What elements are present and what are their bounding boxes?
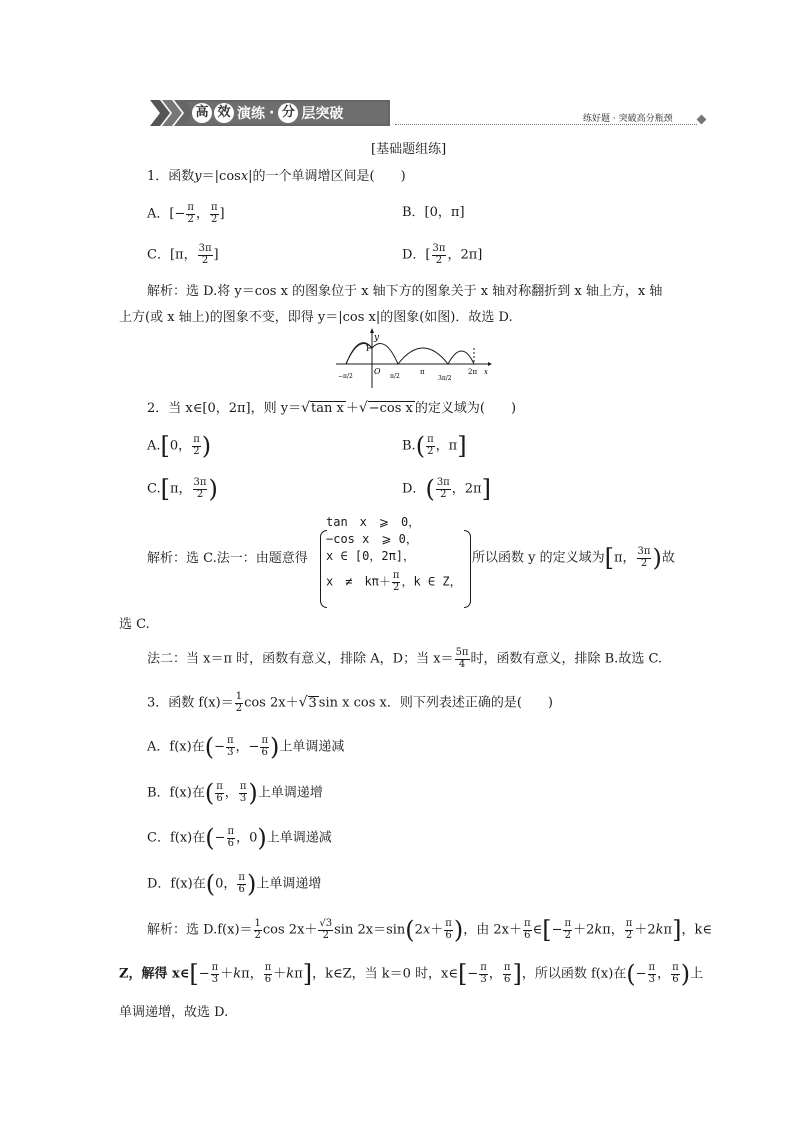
q1-option-c[interactable] xyxy=(147,244,219,266)
analysis-text: 时，函数有意义，排除 B.故选 C. xyxy=(470,651,663,667)
frac-num: 3π xyxy=(198,243,212,254)
frac-num: π xyxy=(239,781,247,792)
section-title: [基础题组练] xyxy=(371,142,447,157)
frac-num: π xyxy=(187,202,194,213)
frac-den: 6 xyxy=(238,883,245,895)
radicand: −cos x xyxy=(368,401,413,416)
q2-stem-text: ＋ xyxy=(345,401,359,416)
frac-den: 2 xyxy=(193,445,200,457)
fraction: $\frac{\pi}{6}$ xyxy=(503,962,511,985)
bracket: [ xyxy=(160,432,170,460)
bracket: ( xyxy=(204,733,215,761)
bracket: [ xyxy=(604,544,614,572)
fraction xyxy=(455,648,470,670)
option-text: ，π xyxy=(435,438,458,454)
analysis-text: cos 2x＋ xyxy=(262,922,318,938)
sqrt-sign: √ xyxy=(358,400,368,416)
fraction: $\frac{\pi}{2}$ xyxy=(625,918,633,941)
bracket: ] xyxy=(672,916,682,944)
q2-option-d[interactable] xyxy=(402,477,491,501)
x-label: x xyxy=(484,368,488,376)
q1-option-a[interactable] xyxy=(147,203,225,225)
q2-stem-text: 的定义域为( ) xyxy=(414,401,517,416)
frac-den: 3 xyxy=(239,792,247,804)
analysis-text: ，由 2x＋ xyxy=(463,922,522,938)
option-text: ] xyxy=(219,206,225,222)
tick-label: π xyxy=(420,368,425,376)
fraction xyxy=(260,736,269,758)
banner-text: 层突破 xyxy=(301,106,344,122)
bracket: ) xyxy=(208,475,218,503)
option-text: 上单调递增 xyxy=(256,876,322,892)
q1-stem-text: 函数 xyxy=(168,169,195,184)
system-line: x ∈ [0，2π]， xyxy=(326,549,416,563)
option-text: D．f(x)在 xyxy=(147,876,206,892)
system-line xyxy=(326,571,462,593)
fraction xyxy=(227,827,236,849)
var: x xyxy=(240,169,249,184)
q2-number: 2． xyxy=(147,401,169,416)
bracket: ) xyxy=(248,779,258,807)
frac-num: π xyxy=(261,735,269,746)
q3-option-d[interactable]: D．f(x)在(0， $\frac{\pi}{6}$ )上单调递增 xyxy=(147,870,322,898)
bracket: ) xyxy=(257,824,267,852)
frac-den: 6 xyxy=(216,792,223,804)
header-dotted-line xyxy=(395,124,697,125)
section-banner xyxy=(150,98,395,128)
bracket: ] xyxy=(302,960,313,988)
fraction xyxy=(215,782,224,804)
option-text: B. xyxy=(402,438,416,454)
origin-label: O xyxy=(374,367,381,376)
frac-num: π xyxy=(216,781,223,792)
frac-num: 3π xyxy=(637,546,651,557)
frac-den: 2 xyxy=(435,254,443,266)
frac-den: 2 xyxy=(201,254,209,266)
bracket: ] xyxy=(481,475,491,503)
q1-option-d[interactable] xyxy=(402,244,482,266)
bracket: [ xyxy=(458,960,468,988)
fraction: $\frac{\pi}{6}$ xyxy=(445,918,452,941)
option-text: π， xyxy=(170,481,192,497)
bracket: [ xyxy=(189,960,199,988)
analysis-text: 解析：选 D.f(x)＝ xyxy=(147,922,253,938)
fraction xyxy=(436,478,451,500)
q2-analysis-wrap: 选 C. xyxy=(119,617,150,632)
banner-char-circle: 效 xyxy=(214,103,234,123)
fraction xyxy=(237,873,246,895)
banner-title xyxy=(192,102,343,124)
option-text: C．[π， xyxy=(147,247,197,263)
q1-number: 1． xyxy=(147,169,169,184)
frac-den: 3 xyxy=(227,746,234,758)
x-axis-arrow xyxy=(488,362,492,366)
bracket: ] xyxy=(457,432,467,460)
q2-analysis-pre: 解析：选 C.法一：由题意得 xyxy=(147,551,308,566)
system-line: tan x ⩾ 0， xyxy=(326,515,421,529)
analysis-text: ∈ xyxy=(532,922,543,938)
diamond-icon xyxy=(697,115,707,125)
q2-stem xyxy=(147,401,516,417)
fraction xyxy=(426,435,435,457)
bracket: ) xyxy=(453,916,464,944)
radicand: 3 xyxy=(308,695,317,711)
analysis-text: π， xyxy=(613,550,636,566)
q1-stem xyxy=(147,170,406,183)
abs-cos-graph xyxy=(332,328,492,390)
fraction: $\frac{\pi}{6}$ xyxy=(524,918,531,941)
fraction: $\frac{\pi}{3}$ xyxy=(211,962,219,985)
frac-num: π xyxy=(226,735,234,746)
q2-option-a[interactable] xyxy=(147,434,211,458)
option-text: 上单调递减 xyxy=(266,830,332,846)
fraction xyxy=(193,478,208,500)
fraction xyxy=(239,782,248,804)
fraction xyxy=(432,244,447,266)
fraction: $\frac{\pi}{6}$ xyxy=(672,962,679,985)
option-text: A．f(x)在 xyxy=(147,739,205,755)
var: y xyxy=(194,169,202,184)
tick-label: −π/2 xyxy=(338,373,353,380)
q1-analysis-line2: 上方(或 x 轴上)的图象不变，即得 y＝|cos x|的图象(如图)．故选 D. xyxy=(119,310,513,325)
sqrt-sign: √ xyxy=(301,400,310,416)
analysis-text: 上 xyxy=(690,966,704,982)
frac-den: 6 xyxy=(227,837,234,849)
q1-stem-text: |的一个单调增区间是( ) xyxy=(248,169,406,184)
fraction: $\frac{\pi}{3}$ xyxy=(648,962,656,985)
tick-label: 2π xyxy=(468,368,478,376)
q3-stem-text: sin x cos x．则下列表述正确的是( ) xyxy=(318,695,553,711)
banner-text: 演练 xyxy=(237,106,265,122)
option-text: ，2π] xyxy=(447,247,483,263)
option-text: 上单调递增 xyxy=(257,785,323,801)
frac-num: 5π xyxy=(455,647,469,658)
frac-den: 2 xyxy=(393,581,400,593)
frac-num: π xyxy=(392,570,400,581)
frac-num: π xyxy=(193,434,200,445)
bracket: ( xyxy=(204,779,215,807)
q2-stem-text: 当 x∈[0，2π]，则 y＝ xyxy=(168,401,302,416)
frac-den: 2 xyxy=(196,488,204,500)
frac-den: 2 xyxy=(211,213,218,225)
fraction xyxy=(198,244,213,266)
option-text: C．f(x)在 xyxy=(147,830,206,846)
frac-den: 2 xyxy=(440,488,447,500)
analysis-text: ，k∈Z，当 k＝0 时，x∈ xyxy=(312,966,459,982)
q1-option-b[interactable]: B．[0，π] xyxy=(402,205,465,220)
q3-analysis-line3: 单调递增，故选 D. xyxy=(119,1005,229,1020)
option-text: ，2π xyxy=(451,481,482,497)
q1-stem-text: ＝|cos xyxy=(201,169,241,184)
fraction xyxy=(192,435,201,457)
q3-option-a[interactable]: A．f(x)在(− $\frac{\pi}{3}$ ，− $\frac{\pi}{6}$ )上单调递减 xyxy=(147,733,345,761)
bracket: ( xyxy=(626,960,636,988)
frac-num: π xyxy=(238,872,245,883)
analysis-text: 故 xyxy=(661,550,675,566)
bracket: ) xyxy=(201,432,212,460)
bracket: ( xyxy=(425,475,435,503)
fraction xyxy=(235,692,243,714)
bracket: ( xyxy=(405,916,415,944)
frac-num: π xyxy=(227,826,235,837)
fraction xyxy=(186,203,195,225)
option-text: C. xyxy=(147,481,161,497)
bracket: ( xyxy=(205,870,216,898)
system-line: −cos x ⩾ 0， xyxy=(326,532,418,546)
frac-num: 3π xyxy=(436,477,450,488)
frac-den: 2 xyxy=(187,213,194,225)
bracket: ) xyxy=(652,544,662,572)
fraction xyxy=(637,547,652,569)
q2-method2 xyxy=(147,648,662,670)
q2-option-c[interactable] xyxy=(147,477,218,501)
q2-option-b[interactable] xyxy=(402,434,467,458)
frac-num: 3π xyxy=(432,243,446,254)
frac-num: π xyxy=(427,434,434,445)
analysis-text: Z，解得 x∈ xyxy=(119,966,190,982)
frac-num: 1 xyxy=(235,691,243,702)
analysis-text: ，k∈ xyxy=(681,922,712,938)
fraction: $\frac{√3}{2}$ xyxy=(319,918,333,941)
frac-den: 6 xyxy=(261,746,268,758)
q1-analysis-line1: 解析：选 D.将 y＝cos x 的图象位于 x 轴下方的图象关于 x 轴对称翻折到 x 轴上方，x 轴 xyxy=(147,284,663,299)
analysis-text: ，所以函数 f(x)在 xyxy=(521,966,627,982)
frac-num: 3π xyxy=(193,477,207,488)
analysis-text: sin 2x＝sin xyxy=(334,922,406,938)
q3-analysis-line2: Z，解得 x∈[− $\frac{\pi}{3}$ ＋kπ， $\frac{\pi}{6}$ ＋kπ]，k∈Z，当 k＝0 时，x∈[− $\frac{\pi}{3}$ ， $\frac{\pi}{6}$ ]，所以函数 f(x)在(− $\frac{\pi}{3}$ ， $\frac{\pi}{6}$ )上 xyxy=(119,960,704,988)
banner-dot: · xyxy=(269,105,275,121)
q3-stem xyxy=(147,692,553,714)
fraction: $\frac{\pi}{6}$ xyxy=(264,962,272,985)
option-text: B．f(x)在 xyxy=(147,785,205,801)
tick-label: 3π/2 xyxy=(438,375,452,382)
bracket: ] xyxy=(512,960,522,988)
fraction: $\frac{\pi}{2}$ xyxy=(564,918,572,941)
fraction: $\frac{1}{2}$ xyxy=(254,918,261,941)
option-text: ， xyxy=(195,206,209,222)
fraction xyxy=(392,571,401,593)
tick-label: π/2 xyxy=(390,373,400,380)
frac-den: 2 xyxy=(640,557,648,569)
system-text: x ≠ kπ＋ xyxy=(326,574,391,589)
fraction xyxy=(210,203,219,225)
q2-analysis-post xyxy=(472,546,675,570)
fraction xyxy=(226,736,235,758)
y-label: y xyxy=(374,333,380,343)
q3-analysis-line1: 解析：选 D.f(x)＝ $\frac{1}{2}$ cos 2x＋ $\frac{√3}{2}$ sin 2x＝sin(2x＋ $\frac{\pi}{6}$ )，由 2x＋ $\frac{\pi}{6}$ ∈[− $\frac{\pi}{2}$ ＋2kπ， $\frac{\pi}{2}$ ＋2kπ]，k∈ xyxy=(147,916,712,944)
header-caption: 练好题 · 突破高分瓶颈 xyxy=(583,114,673,124)
banner-char-circle: 分 xyxy=(278,103,298,123)
q3-stem-text: 函数 f(x)＝ xyxy=(168,695,234,711)
one-label: 1 xyxy=(365,344,371,353)
system-text: ，k ∈ Z， xyxy=(401,574,462,589)
bracket: ) xyxy=(680,960,691,988)
frac-den: 4 xyxy=(458,658,466,670)
option-text: A. xyxy=(147,438,161,454)
bracket: [ xyxy=(542,916,552,944)
frac-den: 2 xyxy=(235,702,243,714)
option-text: ] xyxy=(213,247,219,263)
bracket: ( xyxy=(205,824,215,852)
analysis-text: 所以函数 y 的定义域为 xyxy=(472,550,605,566)
sqrt-sign: √ xyxy=(298,694,308,711)
bracket: [ xyxy=(160,475,170,503)
option-text: A．[− xyxy=(147,206,186,222)
q3-number: 3． xyxy=(147,695,169,711)
q3-stem-text: cos 2x＋ xyxy=(244,695,299,711)
q3-option-c[interactable]: C．f(x)在(− $\frac{\pi}{6}$ ，0)上单调递减 xyxy=(147,824,332,852)
option-text: 上单调递减 xyxy=(279,739,345,755)
frac-den: 2 xyxy=(427,445,434,457)
frac-num: π xyxy=(210,202,218,213)
bracket: ) xyxy=(246,870,257,898)
option-text: D．[ xyxy=(402,247,431,263)
radicand: tan x xyxy=(311,401,344,416)
system-brace-right xyxy=(464,530,471,608)
bracket: ( xyxy=(415,432,426,460)
q3-option-b[interactable]: B．f(x)在( $\frac{\pi}{6}$ ， $\frac{\pi}{3}$ )上单调递增 xyxy=(147,779,323,807)
banner-char-circle: 高 xyxy=(192,103,212,123)
fraction: $\frac{\pi}{3}$ xyxy=(480,962,487,985)
option-text: 0， xyxy=(169,438,192,454)
option-text: D． xyxy=(402,481,426,497)
analysis-text: 法二：当 x＝π 时，函数有意义，排除 A，D；当 x＝ xyxy=(147,651,454,667)
bracket: ) xyxy=(270,733,280,761)
